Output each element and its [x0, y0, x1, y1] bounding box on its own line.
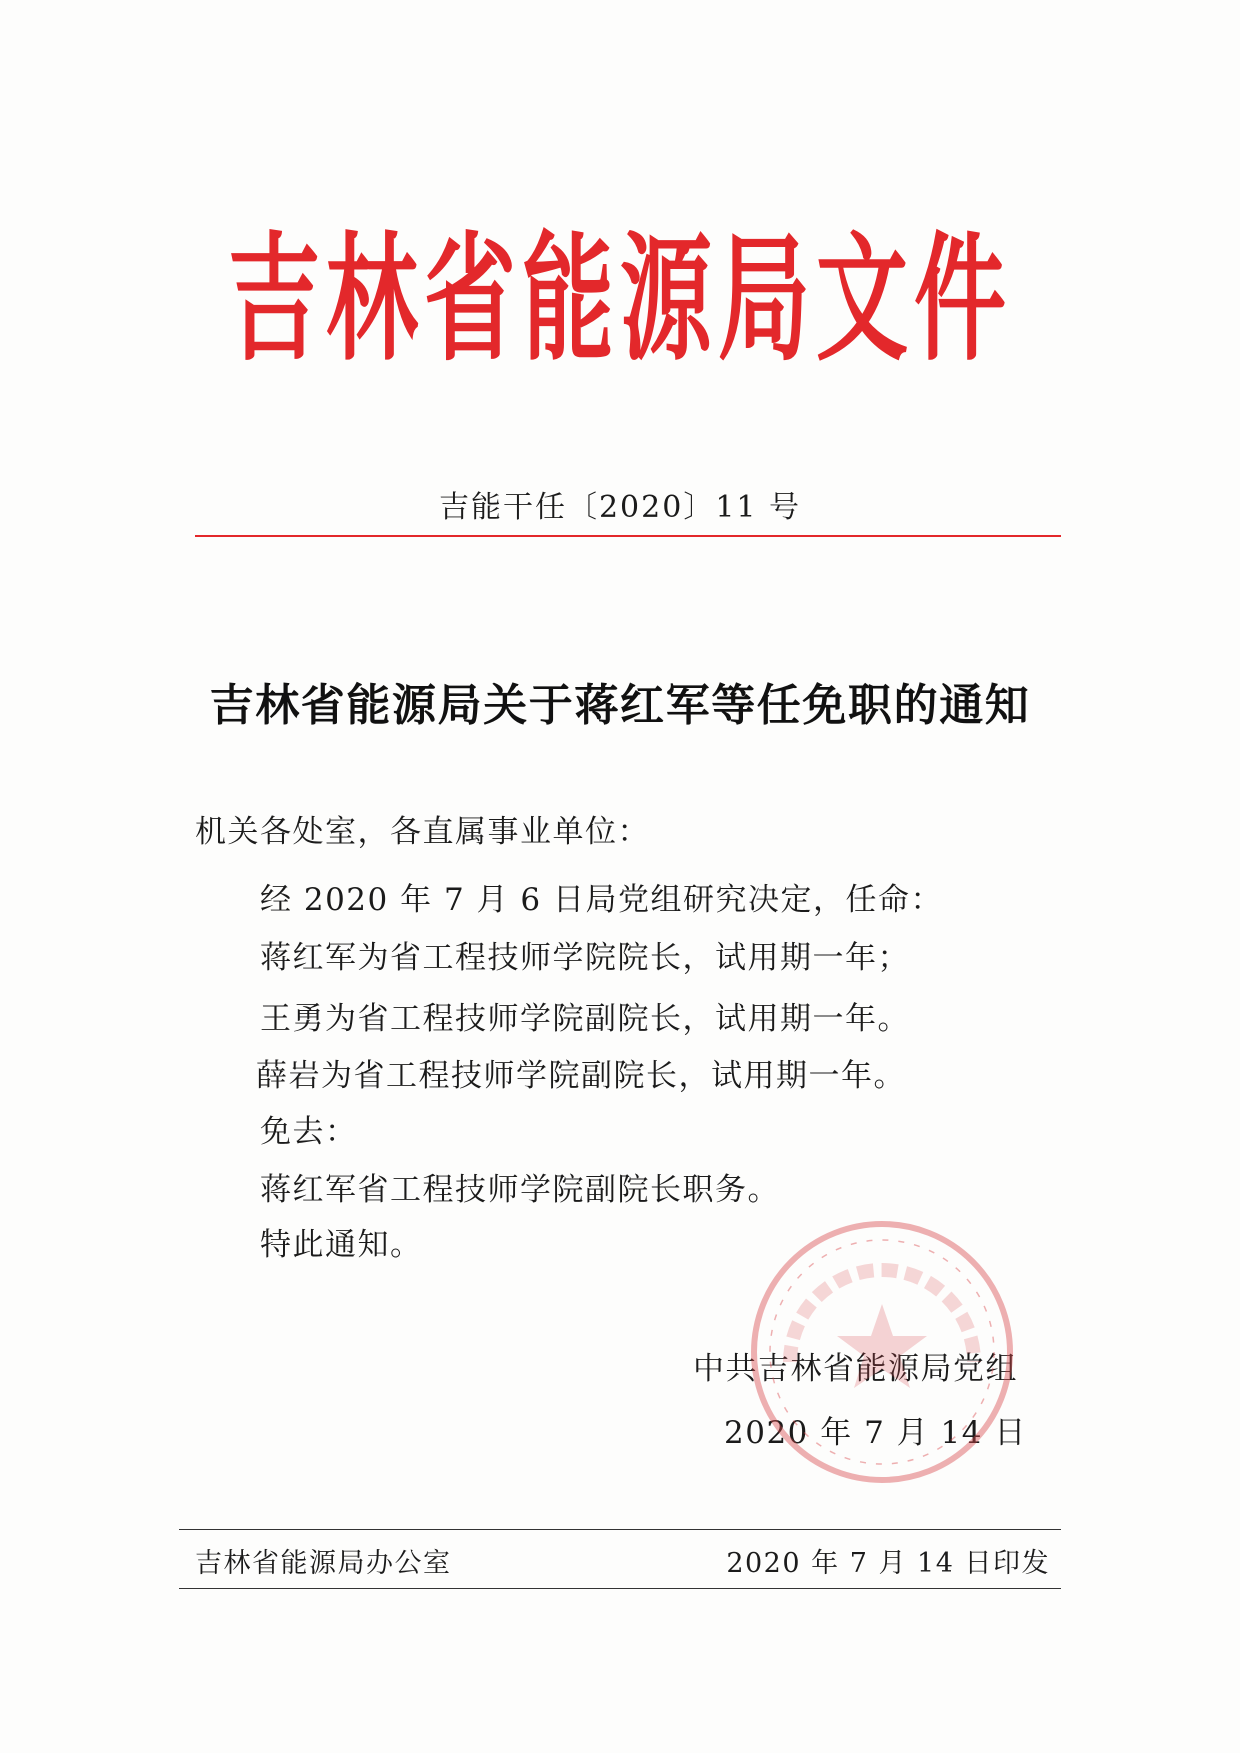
seal-star	[837, 1304, 927, 1388]
body-line: 经 2020 年 7 月 6 日局党组研究决定，任命：	[260, 882, 943, 918]
footer-issue-date: 2020 年 7 月 14 日印发	[726, 1548, 1050, 1579]
signature-date: 2020 年 7 月 14 日	[724, 1415, 1027, 1451]
red-header-title: 吉林省能源局文件	[227, 218, 1012, 380]
footer-top-rule	[179, 1529, 1061, 1530]
red-separator-line	[195, 535, 1061, 537]
body-line: 王勇为省工程技师学院副院长，试用期一年。	[260, 1001, 910, 1037]
body-line: 薛岩为省工程技师学院副院长，试用期一年。	[256, 1058, 906, 1094]
signature-org: 中共吉林省能源局党组	[693, 1351, 1018, 1387]
body-line: 蒋红军为省工程技师学院院长，试用期一年；	[260, 940, 910, 976]
body-line: 特此通知。	[260, 1227, 423, 1263]
body-line: 蒋红军省工程技师学院副院长职务。	[260, 1172, 780, 1208]
salutation: 机关各处室，各直属事业单位：	[195, 814, 650, 850]
notice-title: 吉林省能源局关于蒋红军等任免职的通知	[209, 680, 1031, 731]
body-line: 免去：	[260, 1114, 358, 1150]
footer-issuer: 吉林省能源局办公室	[195, 1548, 452, 1579]
footer-bottom-rule	[179, 1588, 1061, 1589]
document-number: 吉能干任〔2020〕11 号	[438, 490, 802, 525]
official-seal-icon	[742, 1212, 1022, 1492]
